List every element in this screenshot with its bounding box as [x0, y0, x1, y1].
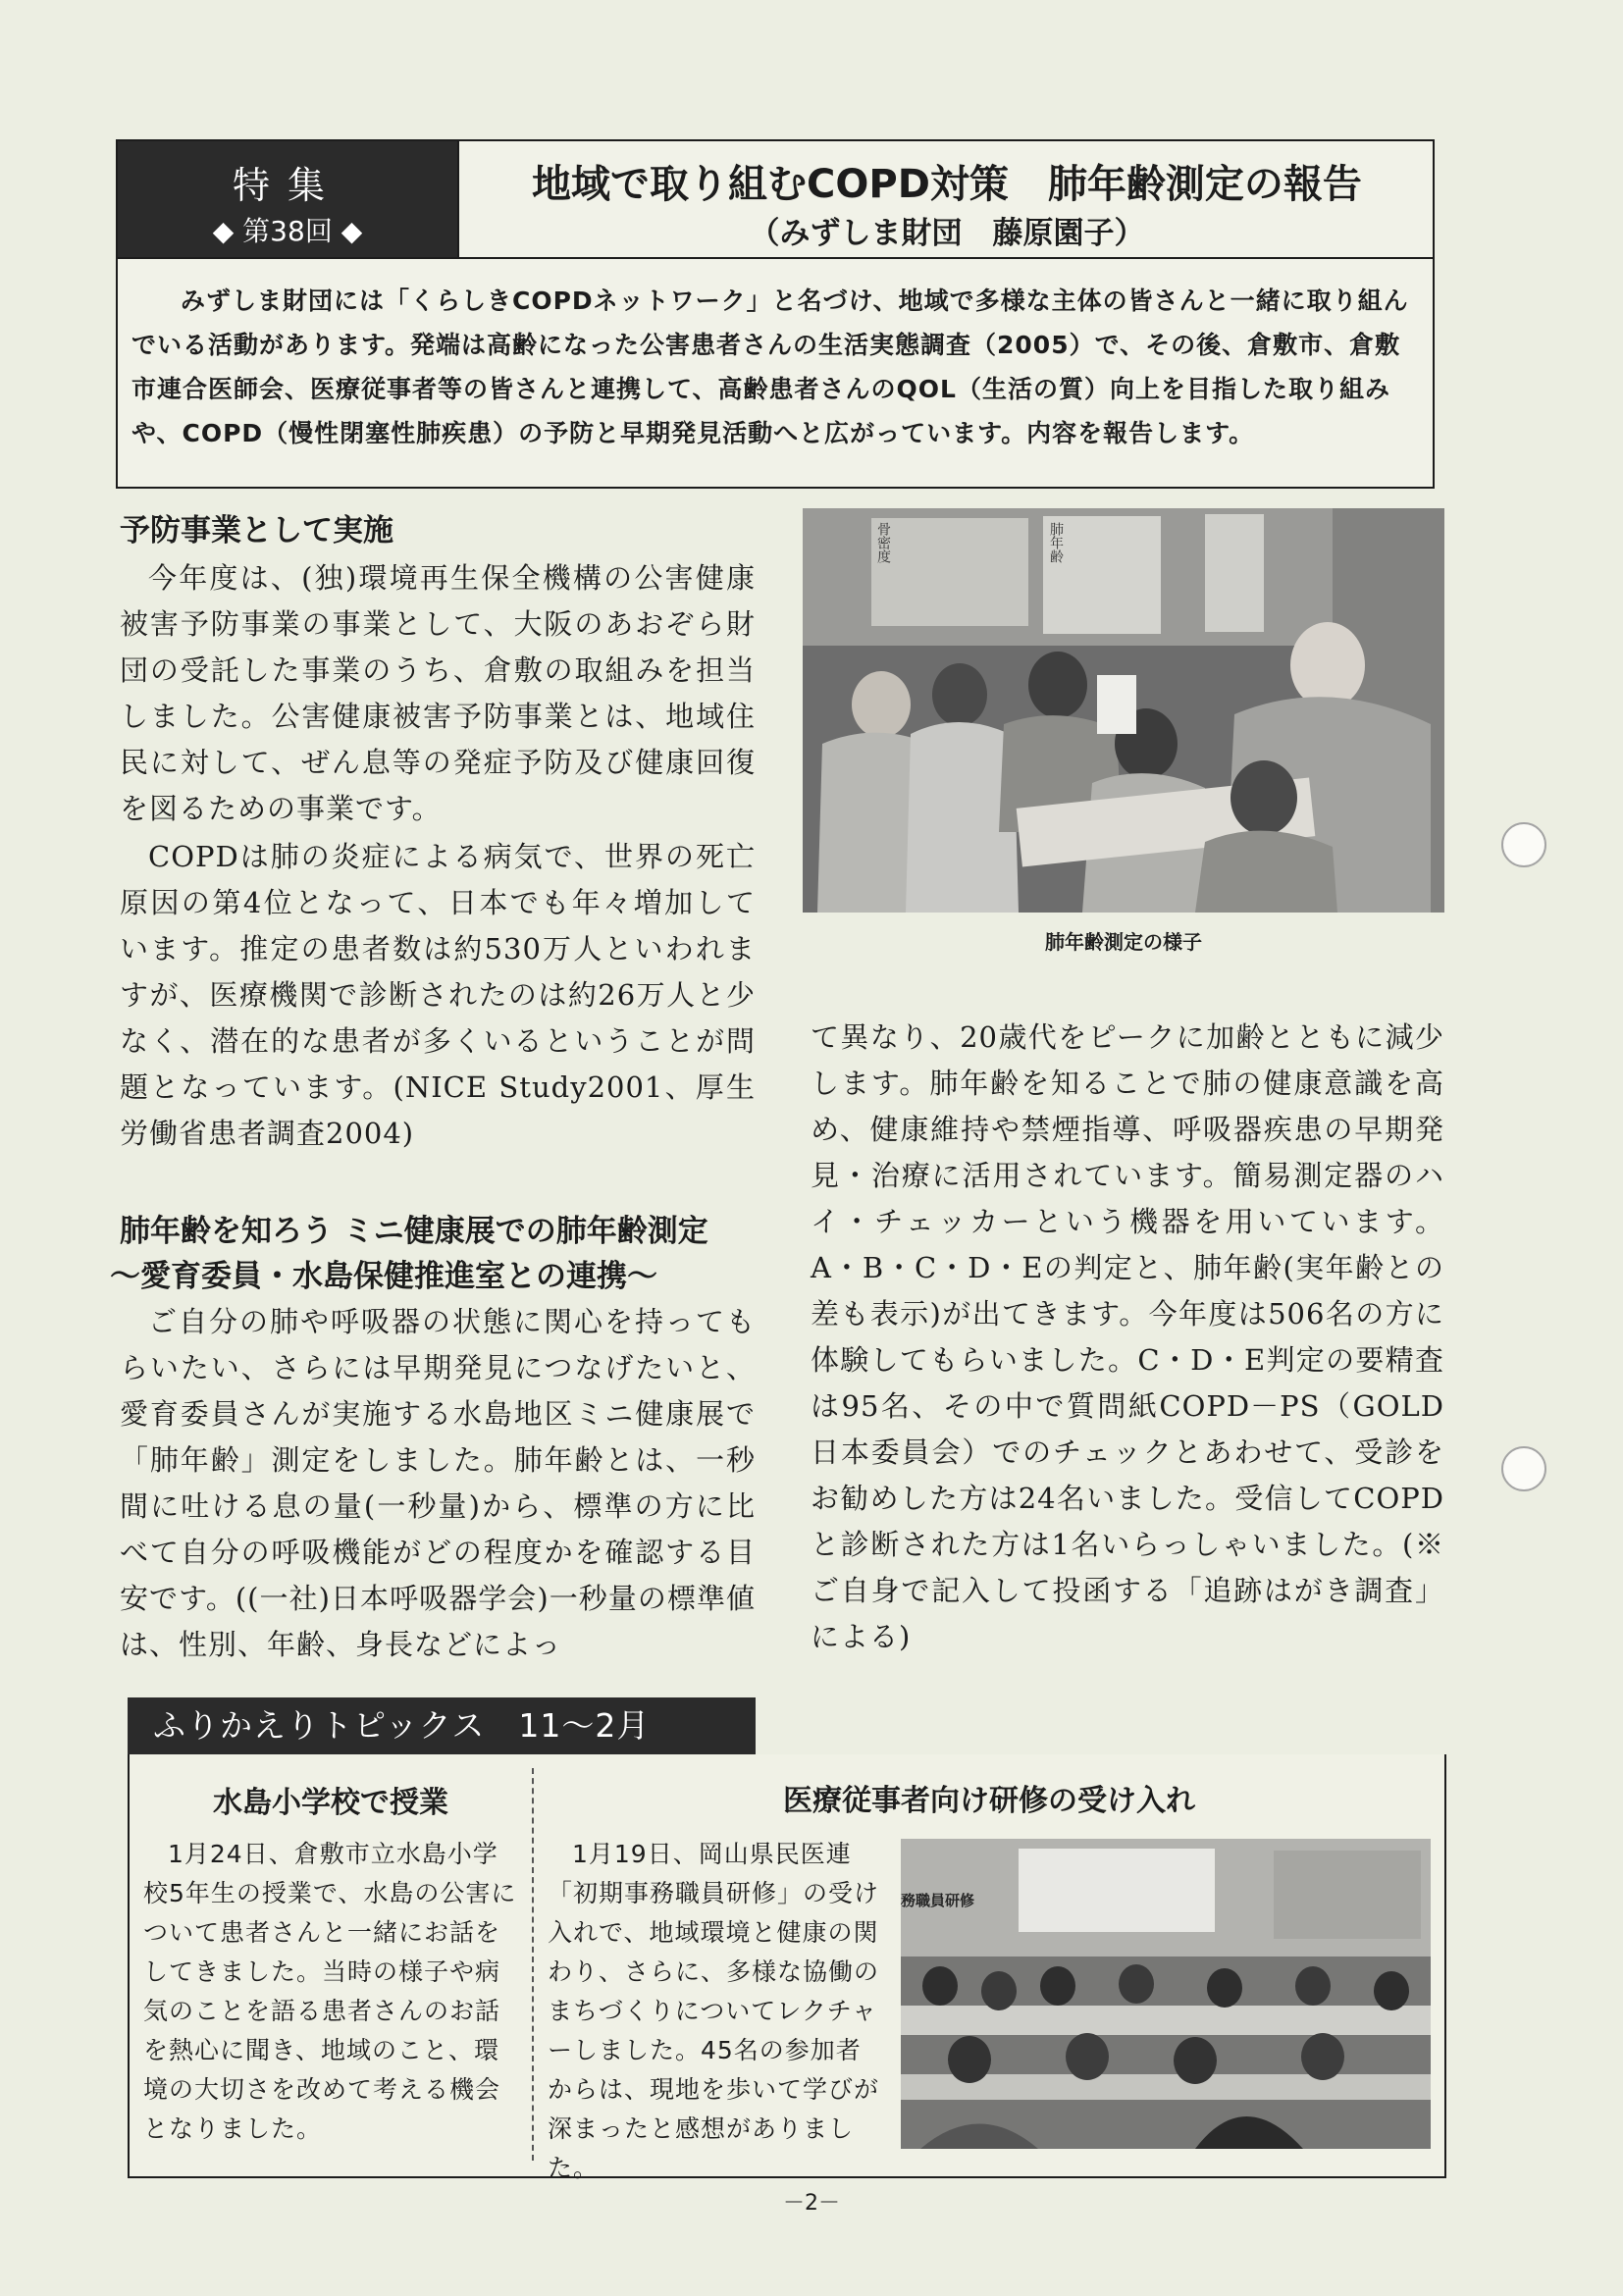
- right-column-paragraph: て異なり、20歳代をピークに加齢とともに減少します。肺年齢を知ることで肺の健康意識を高め、健康維持や禁煙指導、呼吸器疾患の早期発見・治療に活用されています。簡易測定器のハイ・チェッカーという機器を用いています。A・B・C・D・Eの判定と、肺年齢(実年齢との差も表示)が出てきます。今年度は506名の方に体験してもらいました。C・D・E判定の要精査は95名、その中で質問紙COPD－PS（GOLD日本委員会）でのチェックとあわせて、受診をお勧めした方は24名いました。受信してCOPDと診断された方は1名いらっしゃいました。(※ご自身で記入して投函する「追跡はがき調査」による): [811, 1020, 1444, 1653]
- topic-training-text: 1月19日、岡山県民医連「初期事務職員研修」の受け入れで、地域環境と健康の関わり、さらに、多様な協働のまちづくりについてレクチャーしました。45名の参加者からは、現地を歩いて学びが深まったと感想がありました。: [548, 1840, 880, 2182]
- topic-school-text: 1月24日、倉敷市立水島小学校5年生の授業で、水島の公害について患者さんと一緒にお話をしてきました。当時の様子や病気のことを語る患者さんのお話を熱心に聞き、地域のこと、環境の大切さを改めて考える機会となりました。: [143, 1840, 517, 2143]
- topics-box: [128, 1754, 1446, 2182]
- section1-paragraph-1: 今年度は、(独)環境再生保全機構の公害健康被害予防事業の事業として、大阪のあおぞら財団の受託した事業のうち、倉敷の取組みを担当しました。公害健康被害予防事業とは、地域住民に対して、ぜん息等の発症予防及び健康回復を図るための事業です。: [120, 561, 756, 825]
- article-title: 地域で取り組むCOPD対策 肺年齢測定の報告: [532, 162, 1362, 207]
- photo-scene: [803, 508, 1444, 913]
- topic-training-title: 医療従事者向け研修の受け入れ: [783, 1784, 1195, 1818]
- training-photo-sign: 務職員研修: [901, 1892, 975, 1909]
- section-subheading-collaboration: ～愛育委員・水島保健推進室との連携～: [110, 1259, 657, 1294]
- punch-hole-bottom: [1501, 1446, 1546, 1491]
- photo-caption: 肺年齢測定の様子: [1045, 930, 1202, 954]
- photo-sign-lung-age: 肺年齢: [1048, 522, 1064, 563]
- topic-school-title: 水島小学校で授業: [213, 1786, 448, 1820]
- section-heading-lung-age: 肺年齢を知ろう ミニ健康展での肺年齢測定: [120, 1214, 708, 1249]
- lung-age-measurement-photo: [803, 508, 1444, 913]
- feature-header: [116, 139, 1435, 489]
- punch-hole-top: [1501, 822, 1546, 867]
- topics-banner: ふりかえりトピックス 11～2月: [128, 1697, 756, 1754]
- page-number: －2－: [783, 2191, 840, 2216]
- section2-paragraph-1: ご自分の肺や呼吸器の状態に関心を持ってもらいたい、さらには早期発見につなげたいと、愛育委員さんが実施する水島地区ミニ健康展で「肺年齢」測定をしました。肺年齢とは、一秒間に吐ける息の量(一秒量)から、標準の方に比べて自分の呼吸機能がどの程度かを確認する目安です。((一社)日本呼吸器学会)一秒量の標準値は、性別、年齢、身長などによっ: [120, 1305, 756, 1661]
- feature-tag-title: 特集: [232, 164, 342, 207]
- lead-paragraph: みずしま財団には「くらしきCOPDネットワーク」と名づけ、地域で多様な主体の皆さんと一緒に取り組んでいる活動があります。発端は高齢になった公害患者さんの生活実態調査（2005）で、その後、倉敷市、倉敷市連合医師会、医療従事者等の皆さんと連携して、高齢患者さんのQOL（生活の質）向上を目指した取り組みや、COPD（慢性閉塞性肺疾患）の予防と早期発見活動へと広がっています。内容を報告します。: [131, 287, 1409, 447]
- feature-issue-number: ◆ 第38回 ◆: [212, 215, 363, 247]
- training-photo-scene: [901, 1839, 1431, 2149]
- photo-sign-bone-density: 骨密度: [875, 522, 891, 563]
- title-cell: [457, 141, 1435, 259]
- section-heading-prevention: 予防事業として実施: [120, 513, 393, 548]
- section1-paragraph-2: COPDは肺の炎症による病気で、世界の死亡原因の第4位となって、日本でも年々増加しています。推定の患者数は約530万人といわれますが、医療機関で診断されたのは約26万人と少なく、潜在的な患者が多くいるということが問題となっています。(NICE Study2001、厚生労働省患者調査2004): [120, 840, 756, 1150]
- article-author: （みずしま財団 藤原園子）: [749, 216, 1145, 251]
- feature-tag: [118, 141, 457, 257]
- training-photo: [901, 1839, 1431, 2149]
- topics-divider: [532, 1768, 534, 2161]
